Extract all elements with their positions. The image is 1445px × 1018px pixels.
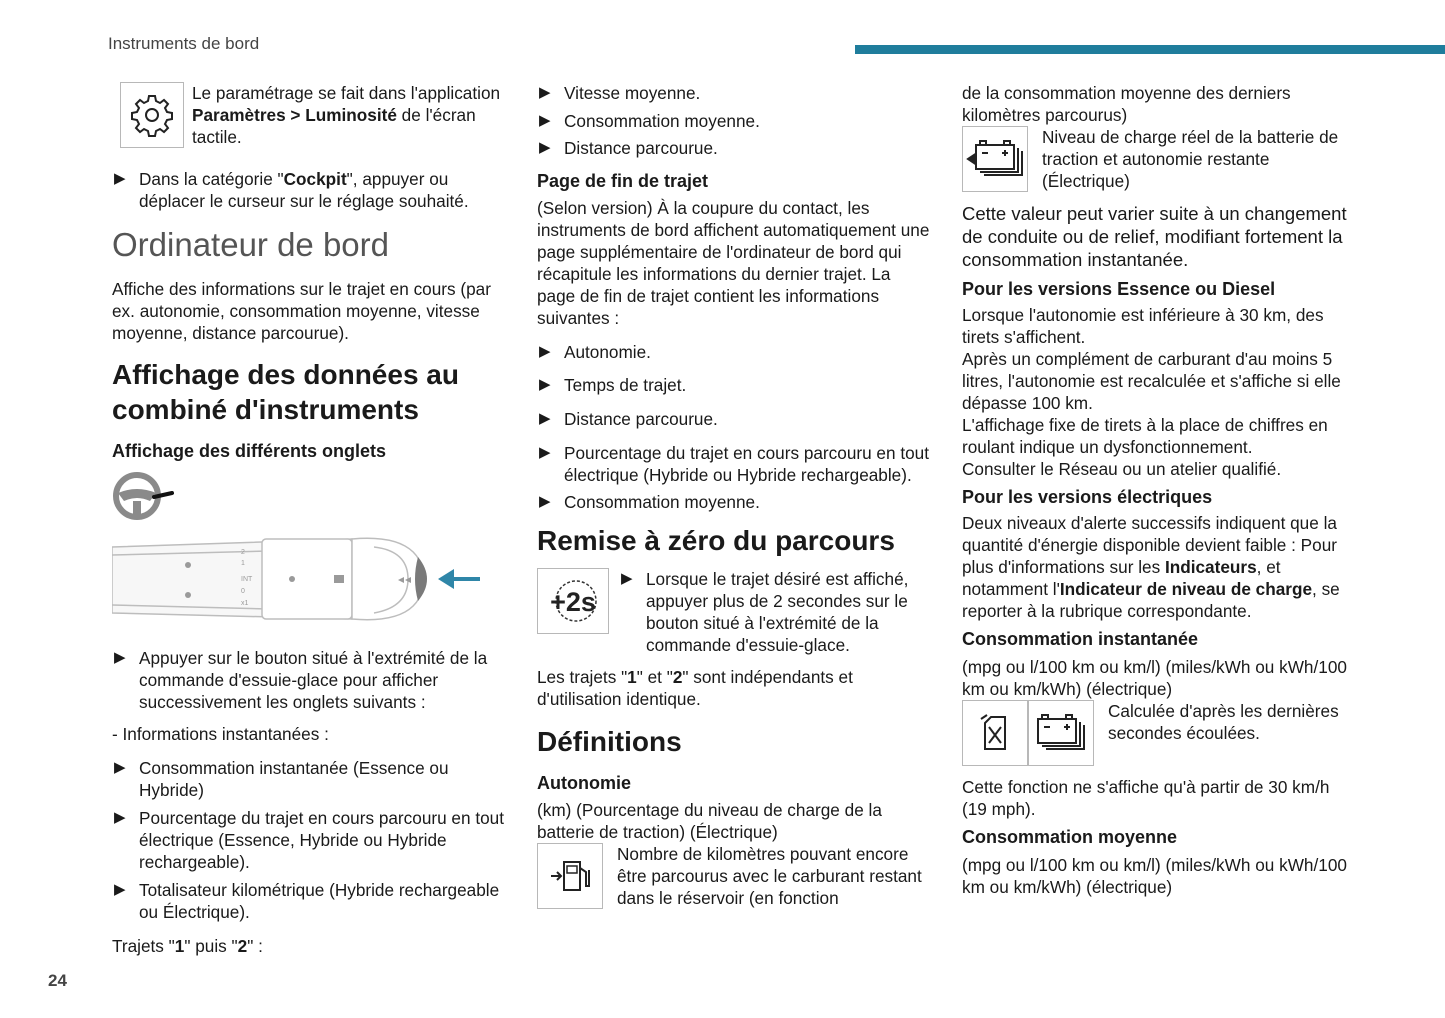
- trips-line: [112, 935, 507, 957]
- trip-number-2: 2: [237, 936, 248, 956]
- autonomy-heading: Autonomie: [537, 773, 631, 793]
- trips-text-c: " sont indépendants et d'utilisation identique.: [537, 667, 853, 709]
- stalk-label-2: 2: [241, 549, 245, 556]
- list-item: ▶ Vitesse moyenne.: [537, 82, 932, 104]
- stalk-label-0: 0: [241, 588, 245, 595]
- page-number: 24: [48, 971, 67, 990]
- petrol-diesel-heading: Pour les versions Essence ou Diesel: [962, 279, 1276, 299]
- hold-2s-icon: [537, 568, 609, 634]
- settings-text-pre: Le paramétrage se fait dans l'application: [192, 83, 501, 103]
- trip-number-2: 2: [672, 667, 683, 687]
- trips-independent: [537, 666, 932, 710]
- trip-number-1: 1: [174, 936, 185, 956]
- autonomy-text-continued: de la consommation moyenne des derniers kilomètres parcourus): [962, 83, 1291, 125]
- list-item: ▶ Distance parcourue.: [537, 137, 932, 159]
- battery-consumption-icon: [1028, 700, 1094, 766]
- autonomy-units: (km) (Pourcentage du niveau de charge de la batterie de traction) (Électrique): [537, 800, 882, 842]
- press-direction-arrow-icon: [438, 569, 480, 589]
- reset-heading: Remise à zéro du parcours: [537, 525, 895, 556]
- indicators-ref: Indicateurs: [1164, 557, 1257, 577]
- list-item: ▶ Pourcentage du trajet en cours parcouru en tout électrique (Hybride ou Hybride rechargeable).: [537, 442, 932, 486]
- instant-info-label: - Informations instantanées :: [112, 724, 329, 744]
- trips-text-b: " puis ": [184, 936, 238, 956]
- autonomy-text: Nombre de kilomètres pouvant encore être parcourus avec le carburant restant dans le réservoir (en fonction: [617, 844, 922, 908]
- settings-text-post: de l'écran tactile.: [192, 105, 476, 147]
- consumption-icons: [962, 700, 1094, 766]
- cockpit-instruction: [112, 168, 507, 212]
- petrol-diesel-text-1: Lorsque l'autonomie est inférieure à 30 km, des tirets s'affichent.: [962, 305, 1324, 347]
- reset-instruction: [537, 568, 932, 656]
- petrol-diesel-text-2: Après un complément de carburant d'au moins 5 litres, l'autonomie est recalculée et s'affiche si elle dépasse 100 km.: [962, 349, 1341, 413]
- reset-text: ▶ Lorsque le trajet désiré est affiché, appuyer plus de 2 secondes sur le bouton situé à l'extrémité de la commande d'essuie-glace.: [619, 568, 932, 656]
- instant-consumption-heading: Consommation instantanée: [962, 629, 1199, 649]
- trips-text-b: " et ": [636, 667, 673, 687]
- list-item: ▶ Temps de trajet.: [537, 374, 932, 396]
- stalk-label-x1: x1: [241, 600, 249, 607]
- running-header: Instruments de bord: [108, 34, 260, 53]
- list-item: ▶ Consommation instantanée (Essence ou Hybride): [112, 757, 507, 801]
- settings-gear-icon: [120, 82, 184, 148]
- battery-definition: [962, 126, 1357, 192]
- display-heading: Affichage des données au combiné d'instruments: [112, 359, 459, 425]
- stalk-label-1: 1: [241, 560, 245, 567]
- traction-battery-icon: [962, 126, 1028, 192]
- column-middle: [537, 82, 932, 909]
- header-accent-bar: [855, 45, 1445, 54]
- average-consumption-heading: Consommation moyenne: [962, 827, 1178, 847]
- column-right: [962, 82, 1357, 898]
- electric-text-pre: Deux niveaux d'alerte successifs indiquent que la quantité d'énergie disponible devient faible : Pour plus d'informations sur les: [962, 513, 1337, 577]
- end-trip-text: (Selon version) À la coupure du contact, les instruments de bord affichent automatiquement une page supplémentaire de l'ordinateur de bord qui récapitule les informations du dernier trajet. La page de fin de trajet contient les informations suivantes :: [537, 198, 930, 328]
- average-consumption-units: (mpg ou l/100 km ou km/l) (miles/kWh ou kWh/100 km ou km/kWh) (électrique): [962, 855, 1347, 897]
- settings-note: [120, 82, 507, 148]
- section-title: Ordinateur de bord: [112, 226, 390, 263]
- cockpit-text-post: ", appuyer ou déplacer le curseur sur le réglage souhaité.: [139, 169, 469, 211]
- trips-text-a: Trajets ": [112, 936, 175, 956]
- section-intro: Affiche des informations sur le trajet en cours (par ex. autonomie, consommation moyenne, vitesse moyenne, distance parcourue).: [112, 279, 491, 343]
- cockpit-text-pre: Dans la catégorie ": [139, 169, 284, 189]
- instant-consumption-text: Calculée d'après les dernières secondes écoulées.: [1108, 701, 1339, 743]
- fuel-pump-icon: [537, 843, 603, 909]
- steering-wheel-icon: [112, 471, 507, 523]
- petrol-diesel-text-3: L'affichage fixe de tirets à la place de chiffres en roulant indique un dysfonctionnement.: [962, 415, 1328, 457]
- electric-heading: Pour les versions électriques: [962, 487, 1213, 507]
- electric-text-post: , se reporter à la rubrique correspondante.: [962, 579, 1340, 621]
- electric-text-mid: , et notamment l': [962, 557, 1281, 599]
- petrol-diesel-text-4: Consulter le Réseau ou un atelier qualifié.: [962, 459, 1282, 479]
- tabs-heading: Affichage des différents onglets: [112, 441, 387, 461]
- wiper-stalk-illustration: [112, 533, 507, 633]
- autonomy-definition: [537, 843, 932, 909]
- hold-2s-label: +2s: [550, 587, 596, 617]
- press-instruction: ▶ Appuyer sur le bouton situé à l'extrémité de la commande d'essuie-glace pour afficher successivement les onglets suivants :: [112, 647, 507, 713]
- trips-text-a: Les trajets ": [537, 667, 628, 687]
- list-item: ▶ Autonomie.: [537, 341, 932, 363]
- column-left: [112, 82, 507, 957]
- cockpit-label: Cockpit: [283, 169, 347, 189]
- electric-text: [962, 512, 1357, 622]
- list-item: ▶ Totalisateur kilométrique (Hybride rechargeable ou Électrique).: [112, 879, 507, 923]
- trips-text-c: " :: [247, 936, 263, 956]
- instant-consumption-note: Cette fonction ne s'affiche qu'à partir de 30 km/h (19 mph).: [962, 777, 1330, 819]
- trip-number-1: 1: [627, 667, 637, 687]
- definitions-heading: Définitions: [537, 726, 682, 757]
- settings-path: Paramètres > Luminosité: [192, 105, 397, 125]
- instant-consumption-units: (mpg ou l/100 km ou km/l) (miles/kWh ou kWh/100 km ou km/kWh) (électrique): [962, 657, 1347, 699]
- variation-note: Cette valeur peut varier suite à un changement de conduite ou de relief, modifiant fortement la consommation instantanée.: [962, 203, 1347, 270]
- list-item: ▶ Distance parcourue.: [537, 408, 932, 430]
- list-item: ▶ Consommation moyenne.: [537, 491, 932, 513]
- list-item: ▶ Pourcentage du trajet en cours parcouru en tout électrique (Essence, Hybride ou Hybride rechargeable).: [112, 807, 507, 873]
- battery-text: Niveau de charge réel de la batterie de traction et autonomie restante (Électrique): [1042, 127, 1339, 191]
- instant-consumption-definition: [962, 700, 1357, 766]
- list-item: ▶ Consommation moyenne.: [537, 110, 932, 132]
- charge-level-indicator-ref: Indicateur de niveau de charge: [1059, 579, 1313, 599]
- end-trip-heading: Page de fin de trajet: [537, 171, 709, 191]
- fuel-can-icon: [962, 700, 1028, 766]
- stalk-label-int: INT: [241, 576, 253, 583]
